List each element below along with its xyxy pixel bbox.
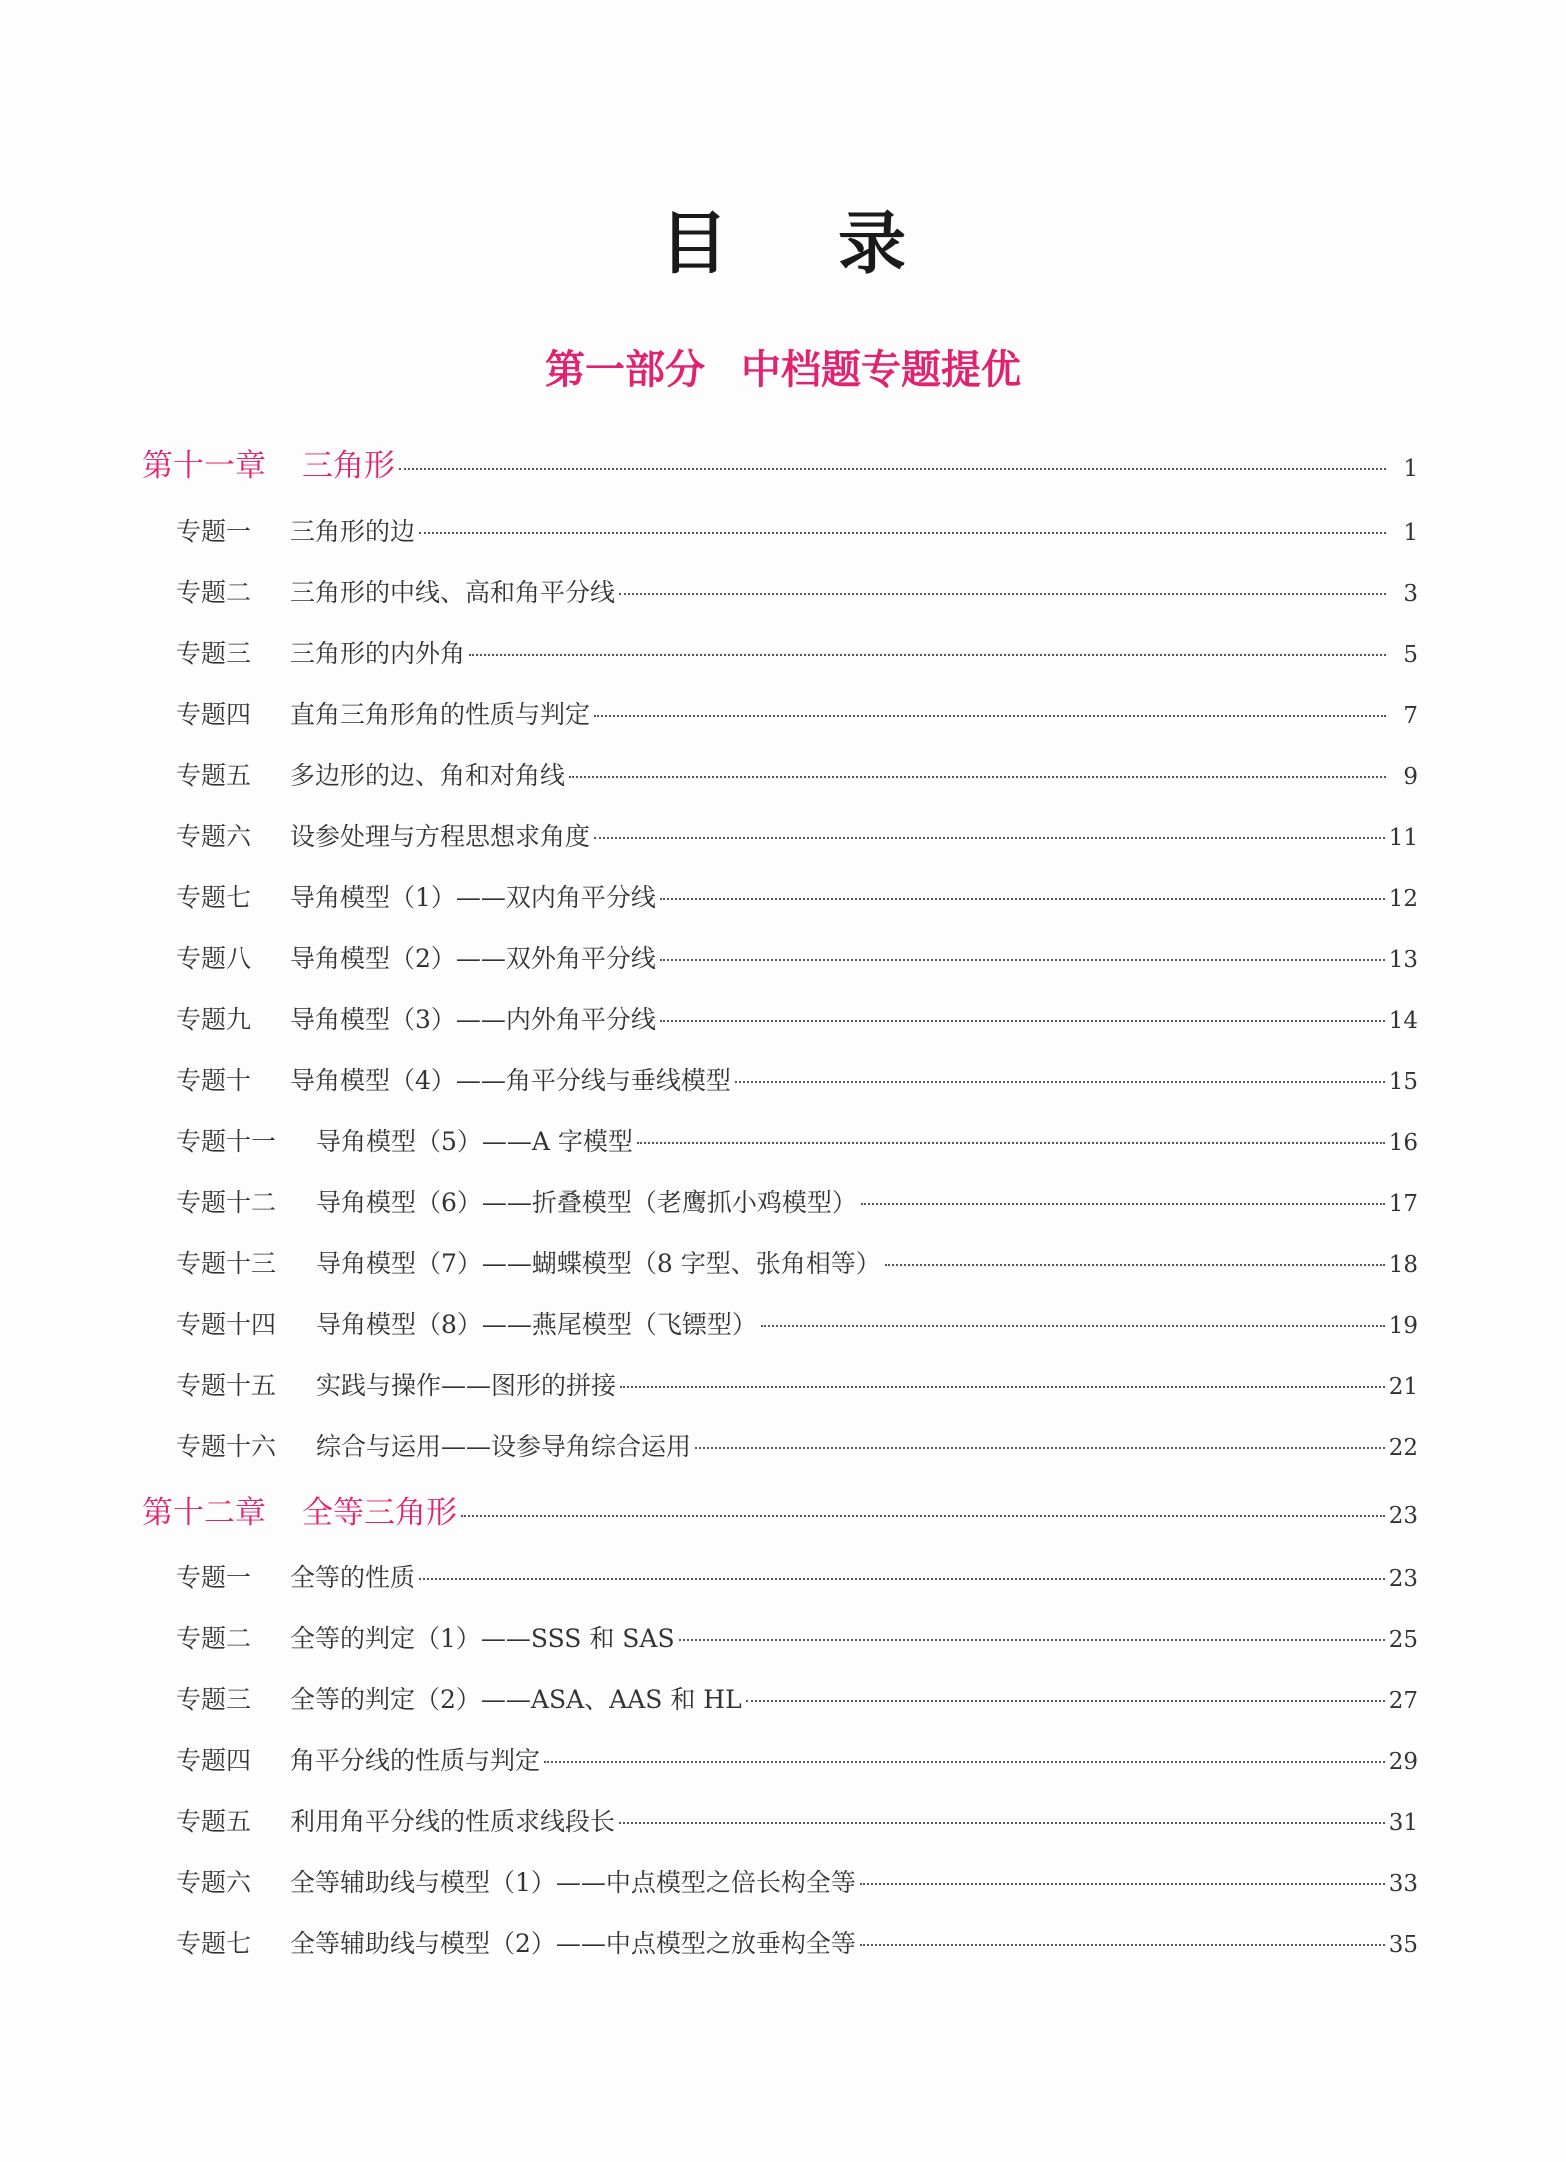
topic-number: 专题六 <box>176 822 252 851</box>
toc-topic[interactable] <box>176 817 1418 853</box>
topic-number: 专题四 <box>176 700 252 729</box>
page-number: 15 <box>1388 1069 1418 1095</box>
dot-leader <box>860 1882 1385 1885</box>
dot-leader <box>660 1019 1385 1022</box>
topic-name: 导角模型（7）——蝴蝶模型（8 字型、张角相等） <box>316 1249 881 1278</box>
dot-leader <box>419 1577 1385 1580</box>
dot-leader <box>695 1446 1385 1449</box>
page-number: 25 <box>1388 1627 1418 1653</box>
page-number: 33 <box>1388 1871 1418 1897</box>
dot-leader <box>860 1943 1385 1946</box>
page-number: 3 <box>1403 581 1418 607</box>
dot-leader <box>594 714 1386 717</box>
dot-leader <box>885 1263 1385 1266</box>
toc-topic[interactable] <box>176 939 1418 975</box>
topic-name: 全等辅助线与模型（1）——中点模型之倍长构全等 <box>290 1868 856 1897</box>
chapter-name: 三角形 <box>302 448 395 484</box>
topic-number: 专题十五 <box>176 1371 277 1400</box>
toc-topic[interactable] <box>176 1680 1418 1716</box>
topic-name: 导角模型（2）——双外角平分线 <box>290 944 656 973</box>
topic-number: 专题十二 <box>176 1188 277 1217</box>
topic-number: 专题八 <box>176 944 252 973</box>
toc-topic[interactable] <box>176 1619 1418 1655</box>
dot-leader <box>619 592 1386 595</box>
toc-topic[interactable] <box>176 1427 1418 1463</box>
topic-number: 专题十一 <box>176 1127 277 1156</box>
page-number: 17 <box>1388 1191 1418 1217</box>
topic-number: 专题四 <box>176 1746 252 1775</box>
page-number: 21 <box>1388 1374 1418 1400</box>
topic-number: 专题七 <box>176 883 252 912</box>
topic-number: 专题六 <box>176 1868 252 1897</box>
page-number: 12 <box>1388 886 1418 912</box>
toc-topic[interactable] <box>176 1366 1418 1402</box>
topic-number: 专题七 <box>176 1929 252 1958</box>
page-number: 23 <box>1388 1503 1418 1529</box>
toc-topic[interactable] <box>176 1244 1418 1280</box>
topic-name: 综合与运用——设参导角综合运用 <box>316 1432 692 1461</box>
toc-topic[interactable] <box>176 1558 1418 1594</box>
toc-topic[interactable] <box>176 756 1418 792</box>
dot-leader <box>735 1080 1385 1083</box>
topic-number: 专题十 <box>176 1066 252 1095</box>
topic-number: 专题五 <box>176 761 252 790</box>
toc-topic[interactable] <box>176 573 1418 609</box>
dot-leader <box>761 1324 1385 1327</box>
toc-topic[interactable] <box>176 512 1418 548</box>
page-number: 7 <box>1403 703 1418 729</box>
topic-name: 三角形的边 <box>290 517 416 546</box>
dot-leader <box>594 836 1385 839</box>
topic-name: 全等的判定（1）——SSS 和 SAS <box>290 1624 675 1653</box>
dot-leader <box>619 1821 1385 1824</box>
topic-number: 专题三 <box>176 1685 252 1714</box>
toc-topic[interactable] <box>176 1183 1418 1219</box>
toc-topic[interactable] <box>176 1305 1418 1341</box>
page-number: 23 <box>1388 1566 1418 1592</box>
topic-number: 专题二 <box>176 578 252 607</box>
page-number: 9 <box>1403 764 1418 790</box>
page-number: 13 <box>1388 947 1418 973</box>
page-title <box>0 190 1566 287</box>
page-number: 18 <box>1388 1252 1418 1278</box>
page-number: 1 <box>1403 520 1418 546</box>
page-number: 1 <box>1403 456 1418 482</box>
toc-chapter-11[interactable] <box>142 440 1418 485</box>
topic-name: 导角模型（6）——折叠模型（老鹰抓小鸡模型） <box>316 1188 857 1217</box>
dot-leader <box>861 1202 1385 1205</box>
topic-number: 专题五 <box>176 1807 252 1836</box>
part-heading <box>0 338 1566 395</box>
page-number: 22 <box>1388 1435 1418 1461</box>
toc-topic[interactable] <box>176 1061 1418 1097</box>
topic-number: 专题九 <box>176 1005 252 1034</box>
dot-leader <box>679 1638 1385 1641</box>
dot-leader <box>746 1699 1385 1702</box>
page-number: 11 <box>1388 825 1418 851</box>
topic-name: 导角模型（3）——内外角平分线 <box>290 1005 656 1034</box>
topic-number: 专题十三 <box>176 1249 277 1278</box>
page-number: 27 <box>1388 1688 1418 1714</box>
dot-leader <box>620 1385 1385 1388</box>
dot-leader <box>660 958 1385 961</box>
dot-leader <box>637 1141 1385 1144</box>
dot-leader <box>569 775 1386 778</box>
dot-leader <box>660 897 1385 900</box>
topic-number: 专题二 <box>176 1624 252 1653</box>
toc-chapter-12[interactable] <box>142 1487 1418 1532</box>
topic-name: 实践与操作——图形的拼接 <box>316 1371 617 1400</box>
toc-topic[interactable] <box>176 1000 1418 1036</box>
title-char-2: 录 <box>838 204 907 284</box>
topic-name: 设参处理与方程思想求角度 <box>290 822 591 851</box>
page-number: 35 <box>1388 1932 1418 1958</box>
page-number: 14 <box>1388 1008 1418 1034</box>
toc-topic[interactable] <box>176 1924 1418 1960</box>
topic-number: 专题一 <box>176 517 252 546</box>
topic-name: 导角模型（1）——双内角平分线 <box>290 883 656 912</box>
dot-leader <box>461 1514 1385 1517</box>
toc-topic[interactable] <box>176 878 1418 914</box>
topic-name: 角平分线的性质与判定 <box>290 1746 541 1775</box>
toc-topic[interactable] <box>176 1122 1418 1158</box>
chapter-number: 第十一章 <box>142 448 266 484</box>
topic-number: 专题十六 <box>176 1432 277 1461</box>
page-number: 16 <box>1388 1130 1418 1156</box>
topic-name: 全等辅助线与模型（2）——中点模型之放垂构全等 <box>290 1929 856 1958</box>
topic-number: 专题十四 <box>176 1310 277 1339</box>
topic-name: 三角形的内外角 <box>290 639 466 668</box>
topic-name: 全等的判定（2）——ASA、AAS 和 HL <box>290 1685 742 1714</box>
dot-leader <box>544 1760 1385 1763</box>
topic-name: 三角形的中线、高和角平分线 <box>290 578 616 607</box>
topic-number: 专题三 <box>176 639 252 668</box>
toc-topic[interactable] <box>176 1863 1418 1899</box>
page-number: 29 <box>1388 1749 1418 1775</box>
page-number: 31 <box>1388 1810 1418 1836</box>
dot-leader <box>399 467 1386 470</box>
topic-number: 专题一 <box>176 1563 252 1592</box>
chapter-name: 全等三角形 <box>302 1495 457 1531</box>
topic-name: 导角模型（4）——角平分线与垂线模型 <box>290 1066 731 1095</box>
dot-leader <box>469 653 1386 656</box>
topic-name: 全等的性质 <box>290 1563 416 1592</box>
page-number: 5 <box>1403 642 1418 668</box>
dot-leader <box>419 531 1386 534</box>
toc-topic[interactable] <box>176 634 1418 670</box>
topic-name: 直角三角形角的性质与判定 <box>290 700 591 729</box>
chapter-number: 第十二章 <box>142 1495 266 1531</box>
page-number: 19 <box>1388 1313 1418 1339</box>
topic-name: 导角模型（8）——燕尾模型（飞镖型） <box>316 1310 757 1339</box>
title-char-1: 目 <box>659 204 728 284</box>
topic-name: 导角模型（5）——A 字模型 <box>316 1127 633 1156</box>
toc-topic[interactable] <box>176 695 1418 731</box>
topic-name: 多边形的边、角和对角线 <box>290 761 566 790</box>
topic-name: 利用角平分线的性质求线段长 <box>290 1807 616 1836</box>
part-label: 第一部分 <box>545 346 705 393</box>
toc-topic[interactable] <box>176 1741 1418 1777</box>
part-name: 中档题专题提优 <box>741 346 1021 393</box>
toc-topic[interactable] <box>176 1802 1418 1838</box>
